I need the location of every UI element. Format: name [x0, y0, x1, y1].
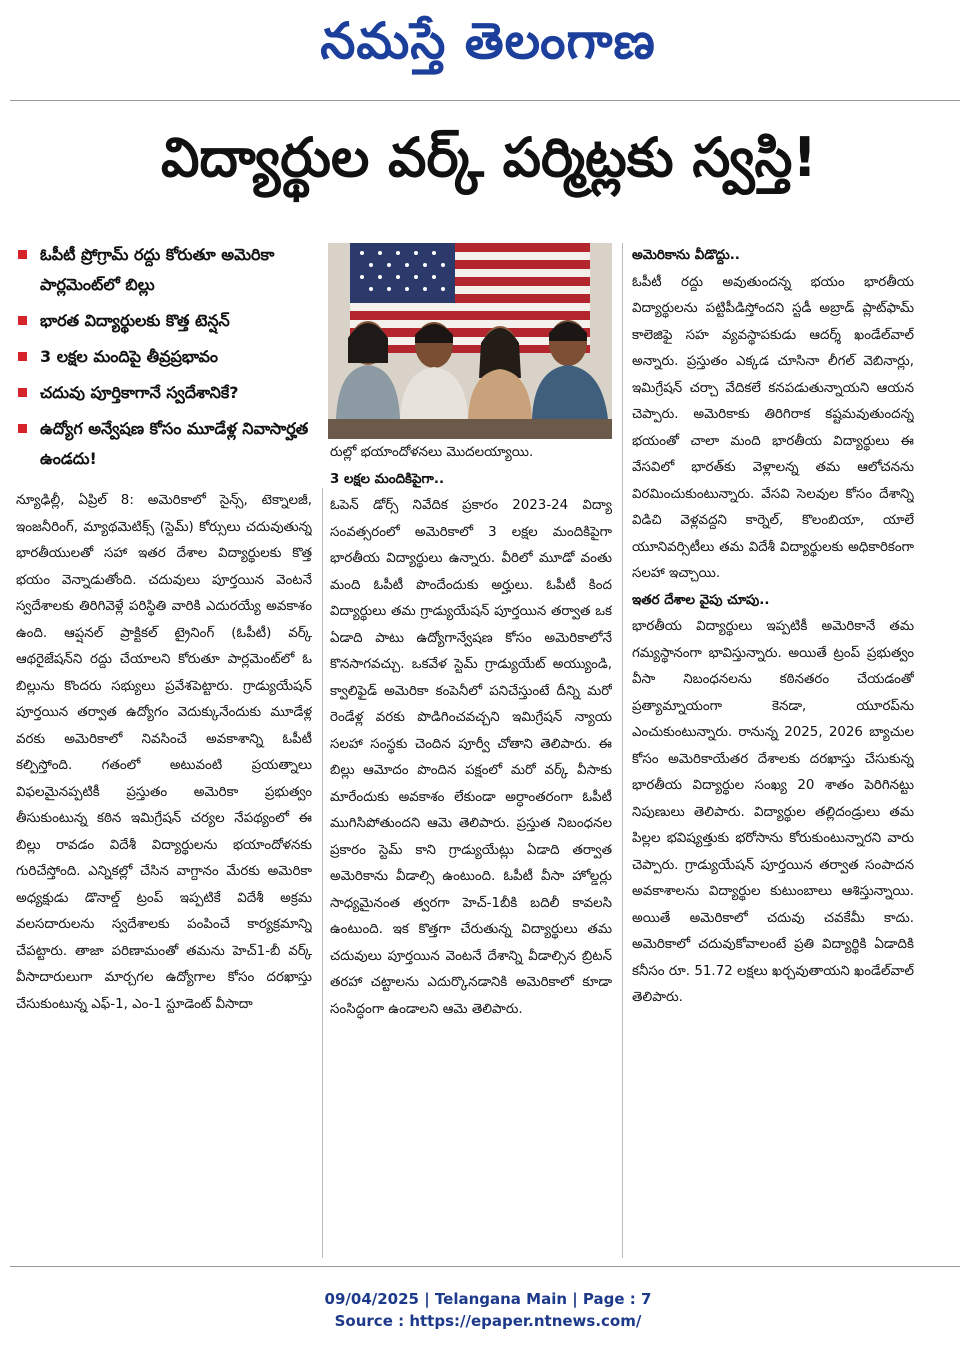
- article-subheading: అమెరికాను వీడొద్దు..: [632, 248, 740, 263]
- highlight-text: భారత విద్యార్థులకు కొత్త టెన్షన్: [40, 311, 230, 330]
- article-column-2: [330, 440, 612, 1260]
- students-with-us-flag-illustration: [328, 243, 612, 439]
- highlight-text: ఓపీటీ ప్రోగ్రామ్ రద్దు కోరుతూ అమెరికా పార్లమెంట్‌లో బిల్లు: [40, 245, 275, 294]
- footer-divider: [10, 1266, 960, 1267]
- footer-source-link[interactable]: Source : https://epaper.ntnews.com/: [334, 1312, 642, 1330]
- highlight-item: [16, 240, 316, 300]
- red-square-bullet-icon: [18, 424, 27, 433]
- article-column-1: [16, 488, 312, 1268]
- article-photo: [328, 243, 612, 439]
- article-subheading: ఇతర దేశాల వైపు చూపు..: [632, 592, 770, 608]
- red-square-bullet-icon: [18, 388, 27, 397]
- article-subheading: 3 లక్షల మందికిపైగా..: [330, 471, 445, 487]
- headline: విద్యార్థుల వర్క్ పర్మిట్లకు స్వస్తి!: [160, 126, 818, 189]
- highlight-text: ఉద్యోగ అన్వేషణ కోసం మూడేళ్ల నివాసార్హత ఉండదు!: [40, 419, 309, 468]
- article-paragraph: రుల్లో భయాందోళనలు మొదలయ్యాయి.: [330, 445, 534, 460]
- article-column-3: [632, 243, 914, 1253]
- masthead: [0, 10, 976, 72]
- column-divider: [322, 488, 323, 1258]
- highlight-item: [16, 342, 316, 372]
- newspaper-logo: నమస్తే తెలంగాణ: [320, 12, 656, 70]
- masthead-divider: [10, 100, 960, 101]
- red-square-bullet-icon: [18, 250, 27, 259]
- article-paragraph: న్యూఢిల్లీ, ఏప్రిల్ 8: అమెరికాలో సైన్స్, టెక్నాలజీ, ఇంజనీరింగ్, మ్యాథమెటిక్స్ (స్టెమ్) కోర్సులు చదువుతున్న భారతీయులతో సహా ఇతర దేశాల విద్యార్థులకు కొత్త భయం వెన్నాడుతోంది. చదువులు పూర్తయిన వెంటనే స్వదేశాలకు తిరిగివెళ్లే పరిస్థితి వారికి ఎదురయ్యే అవకాశం ఉంది. ఆప్షనల్ ప్రాక్టికల్ ట్రైనింగ్ (ఓపీటీ) వర్క్ ఆథరైజేషన్‌ని రద్దు చేయాలని కోరుతూ పార్లమెంట్‌లో ఓ బిల్లును కొందరు సభ్యులు ప్రవేశపెట్టారు. గ్రాడ్యుయేషన్ పూర్తయిన తర్వాత ఉద్యోగం వెదుక్కునేందుకు మూడేళ్ల వరకు అమెరికాలో నివసించే అవకాశాన్ని ఓపీటీ కల్పిస్తోంది. గతంలో అటువంటి ప్రయత్నాలు విఫలమైనప్పటికీ ప్రస్తుతం అమెరికా ప్రభుత్వం తీసుకుంటున్న కఠిన ఇమిగ్రేషన్ చర్యల నేపథ్యంలో ఈ బిల్లు రావడం విదేశీ విద్యార్థులను భయాందోళనకు గురిచేస్తోంది. ఎన్నికల్లో చేసిన వాగ్దానం మేరకు అమెరికా అధ్యక్షుడు డొనాల్డ్ ట్రంప్ ఇప్పటికే విదేశీ అక్రమ వలసదారులను స్వదేశాలకు పంపించే కార్యక్రమాన్ని చేపట్టారు. తాజా పరిణామంతో తమను హెచ్1-బీ వర్క్ వీసాదారులుగా మార్చగల ఉద్యోగాల కోసం దరఖాస్తు చేసుకుంటున్న ఎఫ్-1, ఎం-1 స్టూడెంట్ వీసాదా: [16, 493, 312, 1012]
- article-paragraph: ఓపెన్ డోర్స్ నివేదిక ప్రకారం 2023-24 విద్యా సంవత్సరంలో అమెరికాలో 3 లక్షల మందికిపైగా భారతీయ విద్యార్థులు ఉన్నారు. వీరిలో మూడో వంతు మంది ఓపీటీ పొందేందుకు అర్హులు. ఓపీటీ కింద విద్యార్థులు తమ గ్రాడ్యుయేషన్ పూర్తయిన తర్వాత ఒక ఏడాది పాటు ఉద్యోగాన్వేషణ కోసం అమెరికాలోనే కొనసాగవచ్చు. ఒకవేళ స్టెమ్ గ్రాడ్యుయేట్ అయ్యుండి, క్వాలిఫైడ్ అమెరికా కంపెనీలో పనిచేస్తుంటే దీన్ని మరో రెండేళ్ల వరకు పొడిగించవచ్చని ఇమిగ్రేషన్ న్యాయ సలహా సంస్థకు చెందిన పూర్వీ చోతాని తెలిపారు. ఈ బిల్లు ఆమోదం పొందిన పక్షంలో మరో వర్క్ వీసాకు మారేందుకు అవకాశం లేకుండా అర్ధాంతరంగా ఓపీటీ ముగిసిపోతుందని ఆమె తెలిపారు. ప్రస్తుత నిబంధనల ప్రకారం స్టెమ్ కాని గ్రాడ్యుయేట్లు ఏడాది తర్వాత అమెరికాను వీడాల్సి ఉంటుంది. ఓపీటీ వీసా హోల్డర్లు సాధ్యమైనంత త్వరగా హెచ్-1బీకి బదిలీ కావలసి ఉంటుంది. ఇక కొత్తగా చేరుతున్న విద్యార్థులు తమ చదువులు పూర్తయిన వెంటనే దేశాన్ని వీడాల్సిన బ్రిటన్ తరహా చట్టాలను ఎదుర్కొనడానికి అమెరికాలో కూడా సంసిద్ధంగా ఉండాలని ఆమె తెలిపారు.: [330, 498, 612, 1017]
- red-square-bullet-icon: [18, 316, 27, 325]
- highlights-list: [16, 240, 316, 480]
- highlight-text: 3 లక్షల మందిపై తీవ్రప్రభావం: [40, 347, 219, 366]
- footer-edition-info: 09/04/2025 | Telangana Main | Page : 7: [324, 1290, 652, 1308]
- red-square-bullet-icon: [18, 352, 27, 361]
- article-paragraph: ఓపీటీ రద్దు అవుతుందన్న భయం భారతీయ విద్యార్థులను పట్టిపీడిస్తోందని స్టడీ అబ్రాడ్ ప్లాట్‌ఫామ్ కాలెజిఫై సహ వ్యవస్థాపకుడు ఆదర్శ్ ఖండేల్‌వాల్ అన్నారు. ప్రస్తుతం ఎక్కడ చూసినా లీగల్ వెబినార్లు, ఇమిగ్రేషన్ చర్చా వేదికలే కనపడుతున్నాయని ఆయన చెప్పారు. అమెరికాకు తిరిగిరాక కష్టమవుతుందన్న భయంతో చాలా మంది భారతీయ విద్యార్థులు ఈ వేసవిలో భారత్‌కు వెళ్లాలన్న తమ ఆలోచనను విరమించుకుంటున్నారు. వేసవి సెలవుల కోసం దేశాన్ని విడిచి వెళ్లవద్దని కార్నెల్, కొలంబియా, యాలే యూనివర్సిటీలు తమ విదేశీ విద్యార్థులకు అధికారికంగా సలహా ఇచ్చాయి.: [632, 274, 914, 581]
- article-paragraph: భారతీయ విద్యార్థులు ఇప్పటికీ అమెరికానే తమ గమ్యస్థానంగా భావిస్తున్నారు. అయితే ట్రంప్ ప్రభుత్వం వీసా నిబంధనలను కఠినతరం చేయడంతో ప్రత్యామ్నాయంగా కెనడా, యూరప్‌ను ఎంచుకుంటున్నారు. రానున్న 2025, 2026 బ్యాచుల కోసం అమెరికాయేతర దేశాలకు దరఖాస్తు చేసుకున్న భారతీయ విద్యార్థుల సంఖ్య 20 శాతం పెరిగినట్టు నిపుణులు తెలిపారు. విద్యార్థుల తల్లిదండ్రులు తమ పిల్లల భవిష్యత్తుకు భరోసాను కోరుకుంటున్నారని వారు చెప్పారు. గ్రాడ్యుయేషన్ పూర్తయిన తర్వాత సంపాదన అవకాశాలను విద్యార్థుల కుటుంబాలు ఆశిస్తున్నాయి. అయితే అమెరికాలో చదువు చవకేమీ కాదు. అమెరికాలో చదువుకోవాలంటే ప్రతి విద్యార్థికి ఏడాదికి కనీసం రూ. 51.72 లక్షలు ఖర్చవుతాయని ఖండేల్‌వాల్ తెలిపారు.: [632, 619, 914, 1005]
- highlight-item: [16, 306, 316, 336]
- column-divider: [622, 243, 623, 1258]
- highlight-text: చదువు పూర్తికాగానే స్వదేశానికే?: [40, 383, 239, 402]
- highlight-item: [16, 378, 316, 408]
- highlight-item: [16, 414, 316, 474]
